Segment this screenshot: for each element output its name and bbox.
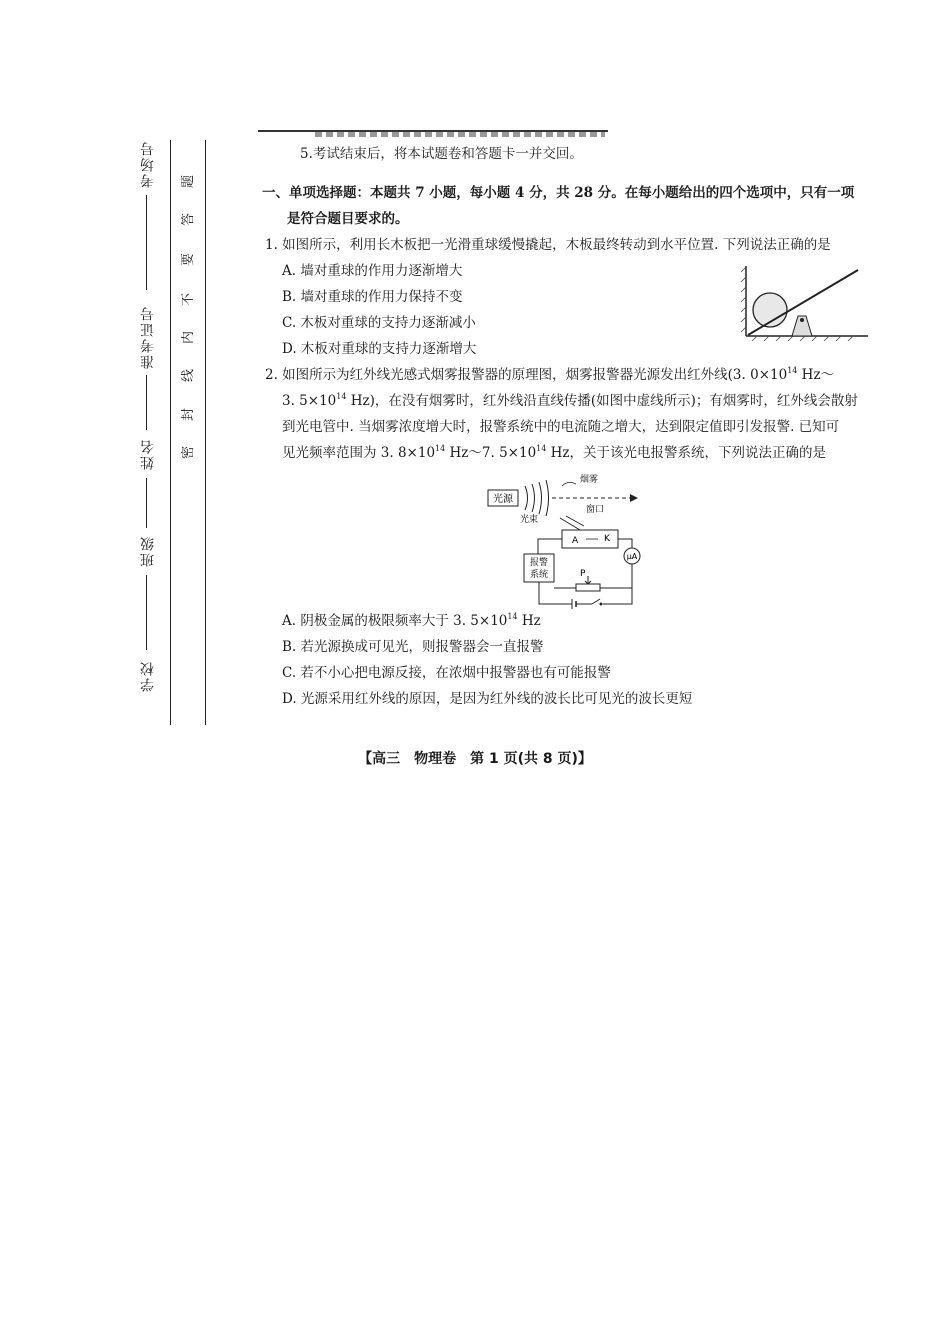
section-heading: 一、单项选择题：本题共 7 小题，每小题 4 分，共 28 分。在每小题给出的四个选项中，只有一项: [262, 185, 855, 201]
binding-line-inner: [170, 140, 171, 725]
light-source-label: 光源: [493, 494, 513, 505]
field-underline: [146, 375, 147, 430]
alarm-system-label: 系统: [529, 570, 549, 580]
q1-option-c: C. 木板对重球的支持力逐渐减小: [282, 315, 476, 331]
q2-circuit-diagram: [480, 472, 650, 612]
exam-note: 5.考试结束后，将本试题卷和答题卡一并交回。: [300, 146, 583, 162]
q2-option-d: D. 光源采用红外线的原因，是因为红外线的波长比可见光的波长更短: [282, 691, 693, 707]
seal-char: 不: [181, 292, 197, 307]
field-name: 姓名: [140, 438, 156, 470]
field-school: 学校: [140, 660, 156, 692]
beam-label: 光束: [520, 515, 539, 525]
section-heading-cont: 是符合题目要求的。: [287, 211, 409, 227]
alarm-system-label: 报警: [529, 558, 549, 568]
seal-char: 题: [181, 174, 197, 189]
q1-diagram: [740, 262, 870, 344]
field-underline: [146, 478, 147, 528]
seal-char: 线: [181, 368, 197, 383]
q2-option-b: B. 若光源换成可见光，则报警器会一直报警: [282, 639, 544, 655]
q2-stem-line3: 到光电管中. 当烟雾浓度增大时，报警系统中的电流随之增大，达到限定值即引发报警. 已知可: [282, 419, 840, 435]
binding-line-outer: [205, 140, 206, 725]
field-underline: [146, 195, 147, 290]
q2-stem-line1: 2. 如图所示为红外线光感式烟雾报警器的原理图，烟雾报警器光源发出红外线(3. $0\times 10^{14}$ Hz～: [265, 366, 835, 383]
anode-label: A: [572, 536, 579, 546]
microammeter-label: μA: [626, 552, 638, 561]
seal-char: 答: [181, 212, 197, 227]
seal-char: 内: [181, 330, 197, 345]
seal-char: 要: [181, 252, 197, 267]
q2-stem-line4: 见光频率范围为 3. $8\times 10^{14}$ Hz～7. $5\times 10^{14}$ Hz，关于该光电报警系统，下列说法正确的是: [282, 444, 827, 461]
smoke-label: 烟雾: [580, 475, 599, 485]
q1-option-d: D. 木板对重球的支持力逐渐增大: [282, 341, 477, 357]
field-exam-room: 考场号: [140, 140, 156, 188]
field-class: 班级: [140, 535, 156, 567]
field-underline: [146, 575, 147, 650]
seal-char: 封: [181, 407, 197, 422]
q1-option-a: A. 墙对重球的作用力逐渐增大: [282, 263, 463, 279]
q1-option-b: B. 墙对重球的作用力保持不变: [282, 289, 463, 305]
q2-option-c: C. 若不小心把电源反接，在浓烟中报警器也有可能报警: [282, 665, 611, 681]
page-footer: 【高三 物理卷 第 1 页(共 8 页)】: [358, 751, 592, 767]
field-admission-no: 准考证号: [140, 305, 156, 369]
cropped-text-remnant: [315, 132, 605, 137]
seal-char: 密: [181, 445, 197, 460]
window-label: 窗口: [586, 505, 605, 515]
q2-option-a: A. 阴极金属的极限频率大于 3. $5\times 10^{14}$ Hz: [282, 612, 541, 629]
q1-stem: 1. 如图所示，利用长木板把一光滑重球缓慢撬起，木板最终转动到水平位置. 下列说法正确的是: [265, 237, 831, 253]
cathode-label: K: [604, 534, 610, 544]
q2-stem-line2: 3. $5\times 10^{14}$ Hz)，在没有烟雾时，红外线沿直线传播(如图中虚线所示)；有烟雾时，红外线会散射: [282, 392, 858, 409]
slider-label: P: [580, 569, 586, 579]
